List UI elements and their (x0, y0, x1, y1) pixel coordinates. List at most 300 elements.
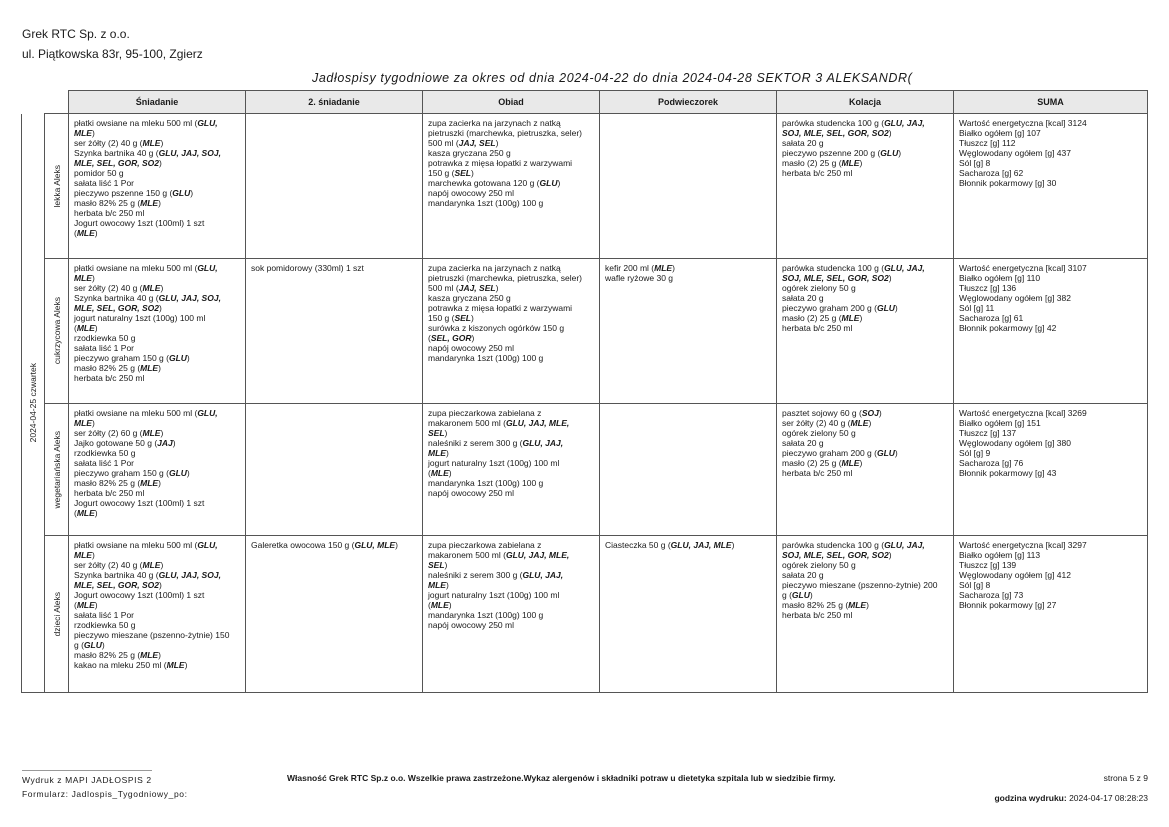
footer-divider (22, 770, 152, 771)
item-text: napój owocowy 250 ml (428, 620, 514, 630)
menu-line (428, 468, 595, 478)
menu-line (74, 283, 241, 293)
item-text: zupa pieczarkowa zabielana z (428, 408, 542, 418)
item-text: Wartość energetyczna [kcal] 3269 (959, 408, 1087, 418)
item-text: pietruszki (marchewka, pietruszka, seler) (428, 128, 582, 138)
item-text: ) (731, 540, 735, 550)
allergen-text: GLU, JAJ, MLE, (505, 550, 570, 560)
menu-line (782, 438, 949, 448)
meal-content (423, 404, 599, 500)
menu-line (782, 158, 949, 168)
item-text: pieczywo graham 200 g ( (782, 448, 877, 458)
header-suma: SUMA (954, 91, 1148, 114)
menu-line (74, 418, 241, 428)
allergen-text: GLU, JAJ, SOJ, (158, 570, 221, 580)
menu-line (74, 540, 241, 550)
meal-cell-kolacja (777, 259, 954, 404)
diet-name-cell (45, 536, 69, 693)
menu-line (74, 660, 241, 670)
meal-cell-2-sniadanie (246, 114, 423, 259)
meal-content (600, 404, 776, 410)
item-text: herbata b/c 250 ml (74, 373, 145, 383)
item-text: Błonnik pokarmowy [g] 43 (959, 468, 1057, 478)
item-text: Białko ogółem [g] 151 (959, 418, 1041, 428)
menu-line (959, 428, 1143, 438)
diet-name: cukrzycowa Aleks (51, 297, 62, 365)
allergen-text: GLU, (197, 540, 218, 550)
item-text: rzodkiewka 50 g (74, 333, 136, 343)
item-text: ) (91, 550, 95, 560)
allergen-text: SOJ, MLE, SEL, GOR, SO2 (782, 550, 889, 560)
item-text: pieczywo mieszane (pszenno-żytnie) 150 (74, 630, 230, 640)
diet-name-cell (45, 404, 69, 536)
item-text: pieczywo graham 200 g ( (782, 303, 877, 313)
allergen-text: GLU, JAJ, (522, 438, 564, 448)
item-text: pomidor 50 g (74, 168, 124, 178)
item-text: Sacharoza [g] 73 (959, 590, 1024, 600)
meal-cell-2-sniadanie (246, 536, 423, 693)
item-text: makaronem 500 ml ( (428, 550, 506, 560)
item-text: ) (160, 283, 164, 293)
allergen-text: MLE (76, 508, 95, 518)
allergen-text: MLE (428, 448, 446, 458)
menu-line (605, 540, 772, 550)
header-2-sniadanie: 2. śniadanie (246, 91, 423, 114)
menu-line (74, 640, 241, 650)
menu-line (74, 128, 241, 138)
footer-copyright: Własność Grek RTC Sp.z o.o. Wszelkie prawa zastrzeżone.Wykaz alergenów i składniki potraw u dietetyka szpitala lub w siedzibie firmy. (287, 773, 836, 783)
item-text: herbata b/c 250 ml (782, 468, 853, 478)
meal-content (777, 536, 953, 622)
item-text: kasza gryczana 250 g (428, 293, 511, 303)
item-text: ( (74, 508, 77, 518)
footer-form: Formularz: Jadlospis_Tygodniowy_po: (22, 789, 188, 799)
item-text: rzodkiewka 50 g (74, 448, 136, 458)
allergen-text: GLU, (197, 118, 218, 128)
item-text: ) (158, 363, 161, 373)
menu-line (782, 323, 949, 333)
menu-line (959, 323, 1143, 333)
menu-line (782, 408, 949, 418)
item-text: Szynka bartnika 40 g ( (74, 293, 159, 303)
item-text: ) (888, 273, 892, 283)
allergen-text: MLE, SEL, GOR, SO2 (74, 580, 160, 590)
diet-name: lekka Aleks (51, 164, 62, 208)
meal-content (777, 259, 953, 335)
item-text: ) (190, 188, 194, 198)
item-text: pasztet sojowy 60 g ( (782, 408, 862, 418)
item-text: potrawka z mięsa łopatki z warzywami (428, 303, 573, 313)
item-text: 150 g ( (428, 168, 455, 178)
item-text: ser żółty (2) 40 g ( (782, 418, 851, 428)
menu-line (428, 283, 595, 293)
menu-line (74, 508, 241, 518)
menu-line (428, 168, 595, 178)
menu-line (251, 540, 418, 550)
item-text: ) (94, 600, 98, 610)
meal-content (954, 114, 1147, 190)
menu-line (959, 158, 1143, 168)
item-text: ) (160, 138, 164, 148)
item-text: potrawka z mięsa łopatki z warzywami (428, 158, 573, 168)
menu-line (74, 293, 241, 303)
item-text: ser żółty (2) 60 g ( (74, 428, 143, 438)
date-cell (22, 114, 45, 693)
company-address: ul. Piątkowska 83r, 95-100, Zgierz (22, 47, 203, 61)
meal-content (246, 259, 422, 275)
item-text: zupa zacierka na jarzynach z natką (428, 263, 561, 273)
meal-content (69, 114, 245, 240)
print-time (994, 793, 1148, 803)
menu-line (74, 228, 241, 238)
item-text: ) (448, 600, 452, 610)
diet-row (22, 114, 1148, 259)
item-text: płatki owsiane na mleku 500 ml ( (74, 263, 198, 273)
allergen-text: MLE (76, 600, 95, 610)
menu-line (428, 128, 595, 138)
item-text: ) (395, 540, 398, 550)
menu-line (959, 540, 1143, 550)
item-text: surówka z kiszonych ogórków 150 g (428, 323, 565, 333)
item-text: ) (445, 448, 449, 458)
menu-line (428, 198, 595, 208)
menu-line (782, 600, 949, 610)
diet-row (22, 536, 1148, 693)
item-text: pieczywo graham 150 g ( (74, 468, 169, 478)
date-label: 2024-04-25 czwartek (28, 363, 38, 443)
item-text: 500 ml ( (428, 138, 459, 148)
menu-line (74, 158, 241, 168)
item-text: Białko ogółem [g] 107 (959, 128, 1041, 138)
item-text: ( (74, 600, 77, 610)
item-text: płatki owsiane na mleku 500 ml ( (74, 540, 198, 550)
menu-line (74, 488, 241, 498)
menu-line (959, 273, 1143, 283)
menu-line (959, 168, 1143, 178)
menu-line (74, 178, 241, 188)
menu-line (428, 138, 595, 148)
item-text: naleśniki z serem 300 g ( (428, 570, 523, 580)
menu-line (428, 408, 595, 418)
menu-line (74, 438, 241, 448)
item-text: sałata liść 1 Por (74, 343, 134, 353)
item-text: ( (74, 228, 77, 238)
menu-line (782, 560, 949, 570)
meal-cell-suma (954, 536, 1148, 693)
item-text: ) (444, 428, 448, 438)
allergen-text: MLE (848, 600, 867, 610)
item-text: pieczywo graham 150 g ( (74, 353, 169, 363)
allergen-text: GLU, JAJ, (522, 570, 564, 580)
page-number: strona 5 z 9 (1103, 773, 1148, 783)
menu-table (21, 90, 1148, 693)
menu-line (959, 148, 1143, 158)
item-text: ) (186, 468, 190, 478)
meal-content (69, 536, 245, 672)
meal-cell-podwieczorek (600, 404, 777, 536)
menu-line (959, 448, 1143, 458)
item-text: herbata b/c 250 ml (782, 323, 853, 333)
item-text: ) (160, 560, 164, 570)
menu-line (782, 273, 949, 283)
allergen-text: SEL, GOR (430, 333, 472, 343)
item-text: ) (859, 158, 863, 168)
allergen-text: GLU, JAJ, (884, 118, 925, 128)
item-text: ) (471, 333, 475, 343)
item-text: sałata 20 g (782, 293, 824, 303)
item-text: ) (444, 560, 448, 570)
item-text: Wartość energetyczna [kcal] 3107 (959, 263, 1087, 273)
item-text: ) (898, 148, 902, 158)
allergen-text: GLU, (197, 408, 218, 418)
footer-program: Wydruk z MAPI JADŁOSPIS 2 (22, 775, 152, 785)
menu-line (428, 428, 595, 438)
allergen-text: GLU (83, 640, 102, 650)
item-text: ) (158, 650, 161, 660)
menu-line (782, 283, 949, 293)
item-text: Sacharoza [g] 62 (959, 168, 1024, 178)
meal-content (423, 536, 599, 632)
item-text: ) (859, 458, 863, 468)
item-text: Białko ogółem [g] 110 (959, 273, 1041, 283)
item-text: napój owocowy 250 ml (428, 488, 514, 498)
item-text: kefir 200 ml ( (605, 263, 655, 273)
menu-line (74, 263, 241, 273)
menu-line (782, 418, 949, 428)
item-text: płatki owsiane na mleku 500 ml ( (74, 408, 198, 418)
menu-line (959, 438, 1143, 448)
menu-line (428, 343, 595, 353)
allergen-text: GLU, JAJ, SOJ, (158, 293, 221, 303)
item-text: sałata 20 g (782, 570, 824, 580)
item-text: ) (878, 408, 882, 418)
item-text: Sacharoza [g] 61 (959, 313, 1024, 323)
item-text: makaronem 500 ml ( (428, 418, 506, 428)
allergen-text: JAJ, SEL (458, 283, 496, 293)
item-text: rzodkiewka 50 g (74, 620, 136, 630)
menu-line (74, 428, 241, 438)
allergen-text: MLE (142, 428, 161, 438)
item-text: Błonnik pokarmowy [g] 42 (959, 323, 1057, 333)
item-text: zupa zacierka na jarzynach z natką (428, 118, 561, 128)
menu-line (74, 408, 241, 418)
menu-line (959, 468, 1143, 478)
item-text: Szynka bartnika 40 g ( (74, 148, 159, 158)
allergen-text: GLU, JAJ, MLE, (505, 418, 570, 428)
item-text: Wartość energetyczna [kcal] 3124 (959, 118, 1087, 128)
item-text: ) (888, 550, 892, 560)
allergen-text: GLU, JAJ, (884, 540, 925, 550)
menu-line (782, 428, 949, 438)
item-text: Sól [g] 8 (959, 580, 991, 590)
item-text: Tłuszcz [g] 136 (959, 283, 1017, 293)
allergen-text: MLE (74, 128, 92, 138)
item-text: kasza gryczana 250 g (428, 148, 511, 158)
allergen-text: MLE (140, 198, 159, 208)
menu-line (74, 188, 241, 198)
menu-line (959, 118, 1143, 128)
meal-cell-kolacja (777, 114, 954, 259)
menu-line (428, 550, 595, 560)
menu-line (428, 418, 595, 428)
menu-line (74, 478, 241, 488)
item-text: mandarynka 1szt (100g) 100 g (428, 353, 544, 363)
item-text: ) (159, 158, 162, 168)
diet-name: wegetariańska Aleks (51, 430, 62, 509)
item-text: ) (557, 178, 561, 188)
item-text: ) (94, 323, 98, 333)
menu-line (74, 208, 241, 218)
item-text: ) (172, 438, 176, 448)
menu-line (74, 118, 241, 128)
item-text: Jogurt owocowy 1szt (100ml) 1 szt (74, 498, 205, 508)
menu-line (428, 448, 595, 458)
allergen-text: MLE, SEL, GOR, SO2 (74, 303, 160, 313)
meal-cell-2-sniadanie (246, 259, 423, 404)
header-spacer (22, 91, 45, 114)
header-spacer (45, 91, 69, 114)
diet-row (22, 404, 1148, 536)
meal-content (246, 404, 422, 410)
item-text: pieczywo pszenne 150 g ( (74, 188, 173, 198)
item-text: 500 ml ( (428, 283, 459, 293)
allergen-text: MLE (430, 600, 449, 610)
item-text: ) (101, 640, 105, 650)
item-text: sałata liść 1 Por (74, 458, 134, 468)
item-text: mandarynka 1szt (100g) 100 g (428, 478, 544, 488)
item-text: sałata liść 1 Por (74, 178, 134, 188)
item-text: ) (160, 428, 164, 438)
menu-line (74, 343, 241, 353)
footer-left (22, 770, 197, 801)
menu-line (959, 590, 1143, 600)
allergen-text: MLE (428, 580, 446, 590)
menu-line (782, 540, 949, 550)
menu-line (959, 263, 1143, 273)
meal-cell-podwieczorek (600, 259, 777, 404)
item-text: sałata 20 g (782, 438, 824, 448)
allergen-text: MLE (74, 418, 92, 428)
item-text: masło (2) 25 g ( (782, 458, 842, 468)
allergen-text: GLU (880, 148, 899, 158)
menu-line (428, 353, 595, 363)
item-text: ser żółty (2) 40 g ( (74, 283, 143, 293)
item-text: masło 82% 25 g ( (782, 600, 849, 610)
menu-line (782, 570, 949, 580)
meal-content (600, 536, 776, 552)
header-podwieczorek: Podwieczorek (600, 91, 777, 114)
menu-line (74, 580, 241, 590)
menu-line (74, 323, 241, 333)
item-text: masło (2) 25 g ( (782, 158, 842, 168)
menu-line (428, 293, 595, 303)
menu-line (428, 478, 595, 488)
item-text: Szynka bartnika 40 g ( (74, 570, 159, 580)
item-text: ) (159, 303, 162, 313)
menu-line (959, 313, 1143, 323)
allergen-text: SEL (454, 168, 471, 178)
allergen-text: GLU (168, 468, 187, 478)
menu-line (428, 600, 595, 610)
menu-line (959, 600, 1143, 610)
menu-line (605, 273, 772, 283)
item-text: ) (894, 448, 898, 458)
meal-content (777, 114, 953, 180)
menu-line (74, 600, 241, 610)
item-text: Białko ogółem [g] 113 (959, 550, 1041, 560)
menu-line (428, 540, 595, 550)
meal-content (69, 259, 245, 385)
menu-line (959, 178, 1143, 188)
menu-line (428, 188, 595, 198)
item-text: ) (445, 580, 449, 590)
meal-cell-obiad (423, 259, 600, 404)
allergen-text: GLU, JAJ, (884, 263, 925, 273)
menu-line (74, 303, 241, 313)
menu-line (428, 323, 595, 333)
item-text: ) (866, 600, 869, 610)
item-text: Węglowodany ogółem [g] 437 (959, 148, 1071, 158)
menu-line (74, 610, 241, 620)
item-text: herbata b/c 250 ml (74, 488, 145, 498)
item-text: herbata b/c 250 ml (782, 168, 853, 178)
meal-cell-sniadanie (69, 404, 246, 536)
menu-line (782, 303, 949, 313)
menu-line (74, 138, 241, 148)
meal-cell-podwieczorek (600, 536, 777, 693)
meal-content (246, 536, 422, 552)
item-text: masło 82% 25 g ( (74, 650, 141, 660)
menu-line (428, 118, 595, 128)
header-kolacja: Kolacja (777, 91, 954, 114)
menu-line (251, 263, 418, 273)
menu-line (959, 138, 1143, 148)
item-text: Jogurt owocowy 1szt (100ml) 1 szt (74, 218, 205, 228)
item-text: mandarynka 1szt (100g) 100 g (428, 198, 544, 208)
menu-line (428, 313, 595, 323)
menu-line (428, 148, 595, 158)
allergen-text: MLE (76, 228, 95, 238)
menu-line (782, 468, 949, 478)
allergen-text: GLU, JAJ, SOJ, (158, 148, 221, 158)
meal-cell-sniadanie (69, 114, 246, 259)
menu-line (959, 128, 1143, 138)
item-text: jogurt naturalny 1szt (100g) 100 ml (428, 590, 560, 600)
item-text: jogurt naturalny 1szt (100g) 100 ml (74, 313, 206, 323)
diet-name: dzieci Aleks (51, 591, 62, 637)
item-text: Błonnik pokarmowy [g] 27 (959, 600, 1057, 610)
menu-line (74, 218, 241, 228)
meal-cell-obiad (423, 536, 600, 693)
company-name: Grek RTC Sp. z o.o. (22, 27, 130, 41)
item-text: ) (94, 228, 98, 238)
item-text: ) (868, 418, 872, 428)
item-text: kakao na mleku 250 ml ( (74, 660, 167, 670)
menu-line (428, 178, 595, 188)
allergen-text: MLE (140, 478, 159, 488)
allergen-text: MLE (841, 313, 860, 323)
header-obiad: Obiad (423, 91, 600, 114)
item-text: Wartość energetyczna [kcal] 3297 (959, 540, 1087, 550)
menu-line (782, 168, 949, 178)
allergen-text: SOJ (861, 408, 879, 418)
item-text: ) (91, 418, 95, 428)
menu-line (782, 118, 949, 128)
menu-line (782, 580, 949, 590)
meal-cell-suma (954, 259, 1148, 404)
item-text: ( (428, 468, 431, 478)
allergen-text: GLU, JAJ, MLE (670, 540, 732, 550)
